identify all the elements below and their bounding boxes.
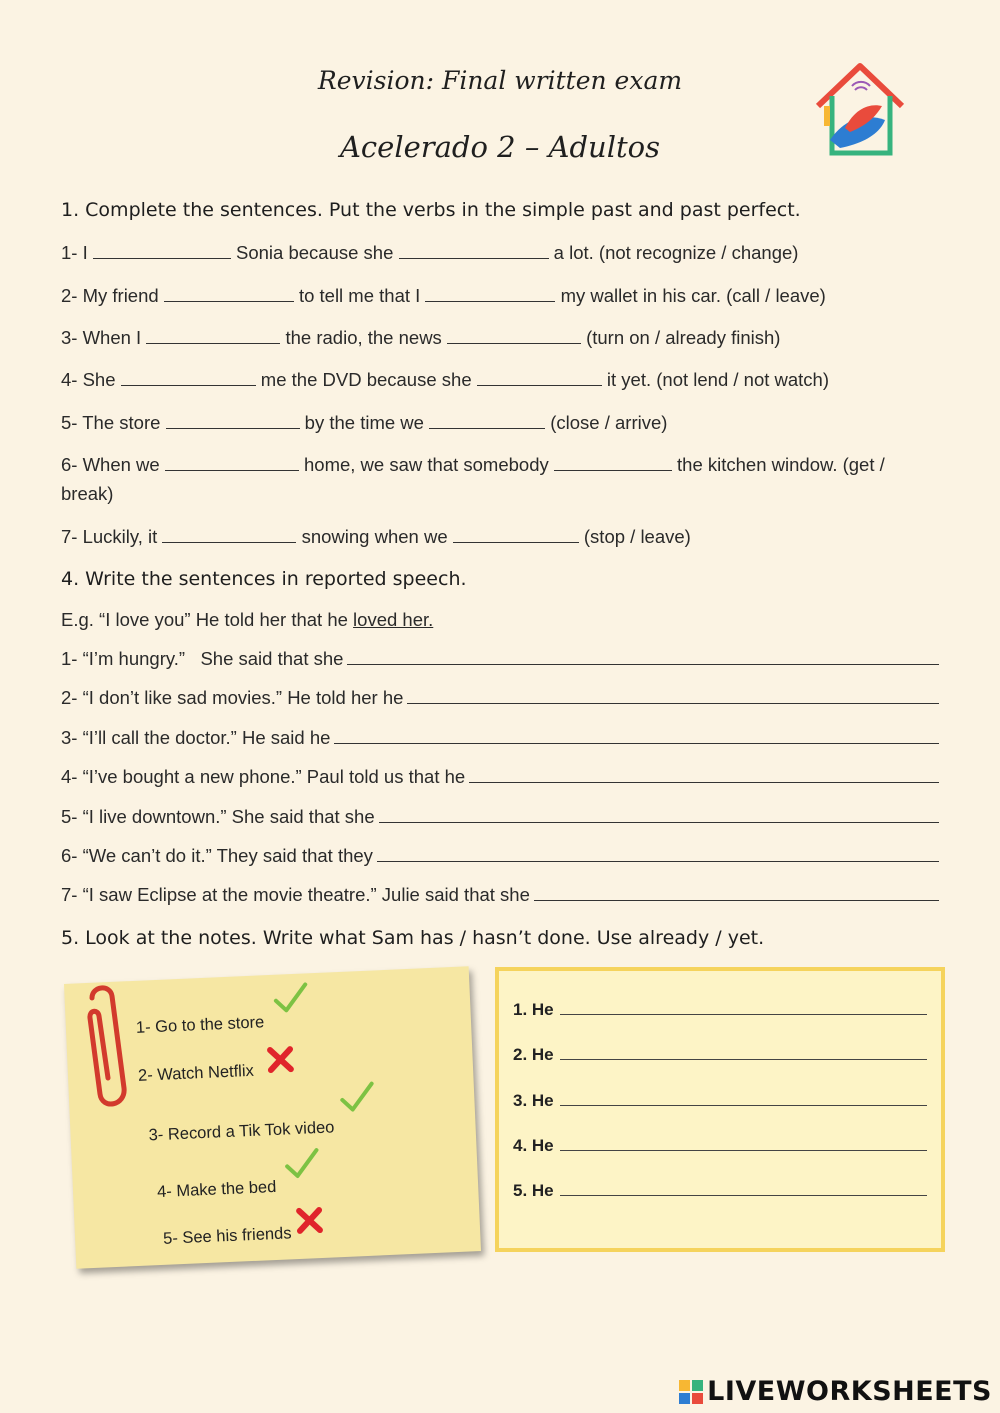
- blank[interactable]: [425, 286, 555, 302]
- note-item: 2- Watch Netflix: [137, 1061, 255, 1085]
- liveworksheets-brand: LIVEWORKSHEETS: [679, 1376, 992, 1407]
- blank[interactable]: [447, 328, 581, 344]
- blank[interactable]: [121, 370, 256, 386]
- section-4-heading: 4. Write the sentences in reported speech.: [61, 568, 467, 590]
- answer-line[interactable]: [560, 1181, 927, 1196]
- section-1-heading: 1. Complete the sentences. Put the verbs in the simple past and past perfect.: [61, 199, 801, 221]
- blank[interactable]: [429, 413, 545, 429]
- answer-line[interactable]: [560, 1000, 927, 1015]
- exercise-1-item: 3- When I the radio, the news (turn on / already finish): [61, 327, 781, 348]
- check-icon: [283, 1147, 320, 1183]
- example-line: E.g. “I love you” He told her that he loved her.: [61, 609, 434, 630]
- answer-line[interactable]: [334, 727, 939, 744]
- blank[interactable]: [166, 413, 300, 429]
- reported-speech-item: 6- “We can’t do it.” They said that they: [61, 845, 939, 867]
- blank[interactable]: [453, 527, 579, 543]
- note-item: 1- Go to the store: [135, 1013, 265, 1037]
- exercise-1-item: 4- She me the DVD because she it yet. (not lend / not watch): [61, 369, 829, 390]
- cross-icon: [294, 1205, 325, 1236]
- reported-speech-item: 1- “I’m hungry.” She said that she: [61, 648, 939, 670]
- answer-line[interactable]: [469, 766, 939, 783]
- section-5-heading: 5. Look at the notes. Write what Sam has / hasn’t done. Use already / yet.: [61, 927, 765, 949]
- answer-box: [495, 967, 945, 1252]
- answer-line[interactable]: [560, 1091, 927, 1106]
- exercise-1-item: 5- The store by the time we (close / arrive): [61, 412, 668, 433]
- answer-line[interactable]: [379, 806, 939, 823]
- note-item: 3- Record a Tik Tok video: [148, 1118, 335, 1145]
- answer-line[interactable]: [560, 1136, 927, 1151]
- answer-row: 2. He: [513, 1045, 927, 1065]
- note-item: 4- Make the bed: [156, 1177, 277, 1202]
- cross-icon: [265, 1044, 296, 1075]
- reported-speech-item: 5- “I live downtown.” She said that she: [61, 806, 939, 828]
- reported-speech-item: 7- “I saw Eclipse at the movie theatre.” Julie said that she: [61, 884, 939, 906]
- reported-speech-item: 2- “I don’t like sad movies.” He told her he: [61, 687, 939, 709]
- blank[interactable]: [399, 243, 549, 259]
- blank[interactable]: [146, 328, 280, 344]
- blank[interactable]: [164, 286, 294, 302]
- worksheet-subtitle: Acelerado 2 – Adultos: [339, 130, 661, 164]
- answer-line[interactable]: [407, 687, 939, 704]
- answer-row: 1. He: [513, 1000, 927, 1020]
- paperclip-icon: [62, 978, 142, 1118]
- worksheet-title: Revision: Final written exam: [317, 66, 683, 95]
- blank[interactable]: [93, 243, 231, 259]
- reported-speech-item: 3- “I’ll call the doctor.” He said he: [61, 727, 939, 749]
- answer-line[interactable]: [560, 1045, 927, 1060]
- answer-row: 4. He: [513, 1136, 927, 1156]
- note-item: 5- See his friends: [162, 1224, 292, 1248]
- blank[interactable]: [165, 455, 299, 471]
- exercise-1-item: 2- My friend to tell me that I my wallet in his car. (call / leave): [61, 285, 826, 306]
- answer-line[interactable]: [534, 884, 939, 901]
- check-icon: [272, 981, 309, 1017]
- check-icon: [339, 1081, 376, 1117]
- exercise-1-item: 6- When we home, we saw that somebody the kitchen window. (get / break): [61, 454, 885, 504]
- blank[interactable]: [162, 527, 296, 543]
- blank[interactable]: [477, 370, 602, 386]
- reported-speech-item: 4- “I’ve bought a new phone.” Paul told us that he: [61, 766, 939, 788]
- answer-line[interactable]: [347, 648, 939, 665]
- exercise-1-item: 7- Luckily, it snowing when we (stop / leave): [61, 526, 691, 547]
- answer-row: 3. He: [513, 1091, 927, 1111]
- brand-logo-icon: [679, 1380, 703, 1404]
- answer-line[interactable]: [377, 845, 939, 862]
- exercise-1-item: 1- I Sonia because she a lot. (not recognize / change): [61, 242, 799, 263]
- blank[interactable]: [554, 455, 672, 471]
- answer-row: 5. He: [513, 1181, 927, 1201]
- house-logo-icon: [810, 58, 910, 168]
